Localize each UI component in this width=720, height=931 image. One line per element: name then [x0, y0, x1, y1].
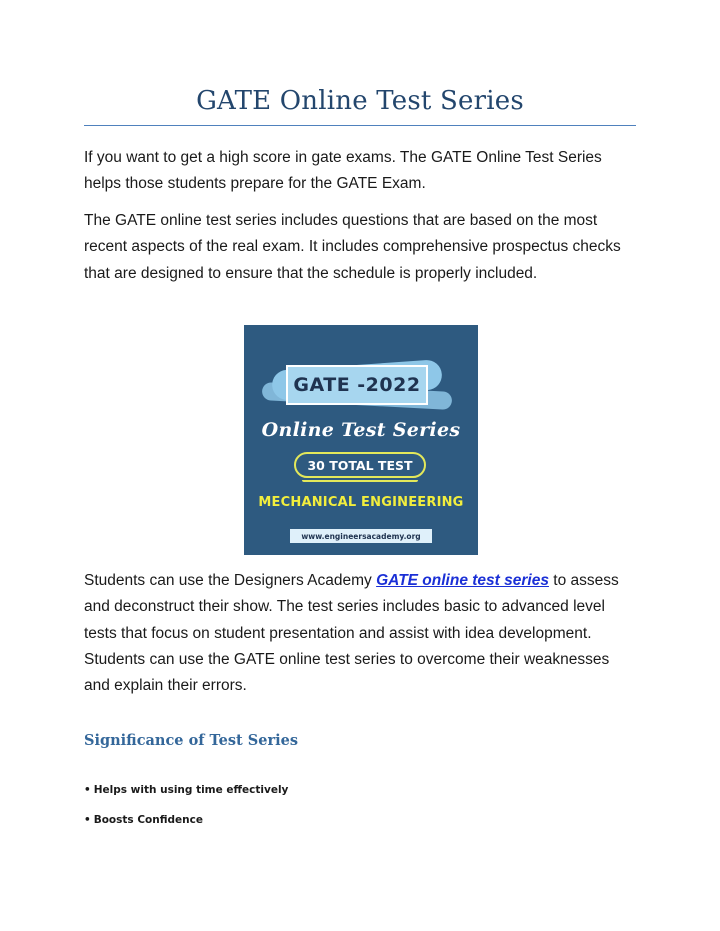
bullet-icon: •: [84, 784, 91, 796]
usage-text-end: to assess and deconstruct their show. The test series includes basic to advanced level tests that focus on student presentation and assist with idea development. Students can use the GATE online test series to overcome their weaknesses and explain their errors.: [84, 572, 619, 695]
intro-paragraph: If you want to get a high score in gate exams. The GATE Online Test Series helps those students prepare for the GATE Exam.: [84, 149, 602, 193]
section-heading: Significance of Test Series: [84, 732, 299, 749]
usage-text-start: Students can use the Designers Academy: [84, 572, 377, 589]
description-paragraph: The GATE online test series includes questions that are based on the most recent aspects of the real exam. It includes comprehensive prospectus checks that are designed to ensure that the schedule is properly included.: [84, 212, 621, 282]
list-item: [84, 814, 203, 826]
banner-script-line: Online Test Series: [261, 419, 461, 441]
list-item-text: Helps with using time effectively: [93, 784, 289, 796]
bullet-icon: •: [84, 814, 91, 826]
banner-subject: MECHANICAL ENGINEERING: [258, 495, 464, 510]
usage-paragraph: [84, 568, 636, 699]
gate-online-test-series-link[interactable]: GATE online test series: [376, 572, 549, 589]
banner-headline: GATE -2022: [286, 365, 428, 405]
list-item-text: Boosts Confidence: [93, 814, 203, 826]
gate-test-series-banner: [244, 325, 478, 555]
list-item: [84, 784, 288, 796]
page-title: GATE Online Test Series: [196, 86, 524, 116]
banner-url: www.engineersacademy.org: [290, 529, 432, 543]
title-divider: [84, 125, 636, 126]
banner-total-tests-badge: 30 TOTAL TEST: [294, 452, 426, 478]
